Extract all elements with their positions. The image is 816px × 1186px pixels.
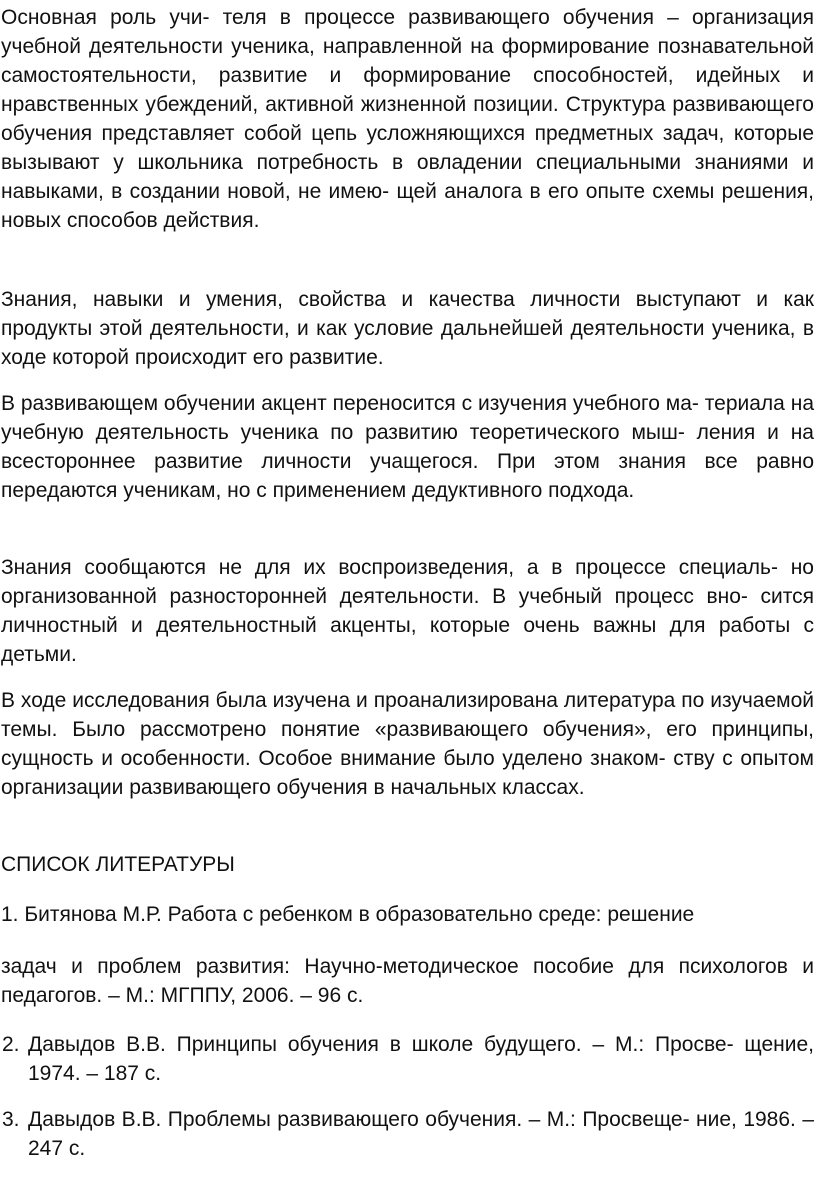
- reference-3: [1, 1105, 814, 1163]
- reference-1-first-line: [1, 900, 814, 929]
- reference-3-number: 3.: [2, 1108, 20, 1131]
- reference-1-continuation: задач и проблем развития: Научно-методическое пособие для психологов и педагогов. – М.: МГППУ, 2006. – 96 с.: [1, 955, 814, 1007]
- reference-2-text: Давыдов В.В. Принципы обучения в школе будущего. – М.: Просве- щение, 1974. – 187 с.: [28, 1033, 814, 1085]
- paragraph-knowledge-communication: Знания сообщаются не для их воспроизведения, а в процессе специаль- но организованной разносторонней деятельности. В учебный процесс вно- сится личностный и деятельностный акценты, которые очень важны для работы с детьми.: [1, 556, 814, 666]
- reference-2-number: 2.: [2, 1033, 20, 1056]
- references-heading: СПИСОК ЛИТЕРАТУРЫ: [1, 853, 235, 876]
- paragraph-knowledge-skills: Знания, навыки и умения, свойства и качества личности выступают и как продукты этой деятельности, и как условие дальнейшей деятельности ученика, в ходе которой происходит его развитие.: [1, 288, 814, 369]
- paragraph-developmental-accent: В развивающем обучении акцент переносится с изучения учебного ма- териала на учебную деятельность ученика по развитию теоретического мыш- ления и на всестороннее развитие личности учащегося. При этом знания все равно передаются ученикам, но с применением дедуктивного подхода.: [1, 392, 814, 502]
- reference-1-line1: Битянова М.Р. Работа с ребенком в образовательно среде: решение: [24, 903, 695, 926]
- paragraph-research-summary: В ходе исследования была изучена и проанализирована литература по изучаемой темы. Было рассмотрено понятие «развивающего обучения», его принципы, сущность и особенности. Особое внимание было уделено знаком- ству с опытом организации развивающего обучения в начальных классах.: [1, 689, 814, 799]
- reference-3-text: Давыдов В.В. Проблемы развивающего обучения. – М.: Просвеще- ние, 1986. – 247 с.: [28, 1108, 814, 1160]
- paragraph-teacher-role: Основная роль учи- теля в процессе развивающего обучения – организация учебной деятельности ученика, направленной на формирование познавательной самостоятельности, развитие и формирование способностей, идейных и нравственных убеждений, активной жизненной позиции. Структура развивающего обучения представляет собой цепь усложняющихся предметных задач, которые вызывают у школьника потребность в овладении специальными знаниями и навыками, в создании новой, не имею- щей аналога в его опыте схемы решения, новых способов действия.: [1, 6, 814, 232]
- reference-2: [1, 1030, 814, 1088]
- reference-1-number: 1.: [1, 903, 19, 926]
